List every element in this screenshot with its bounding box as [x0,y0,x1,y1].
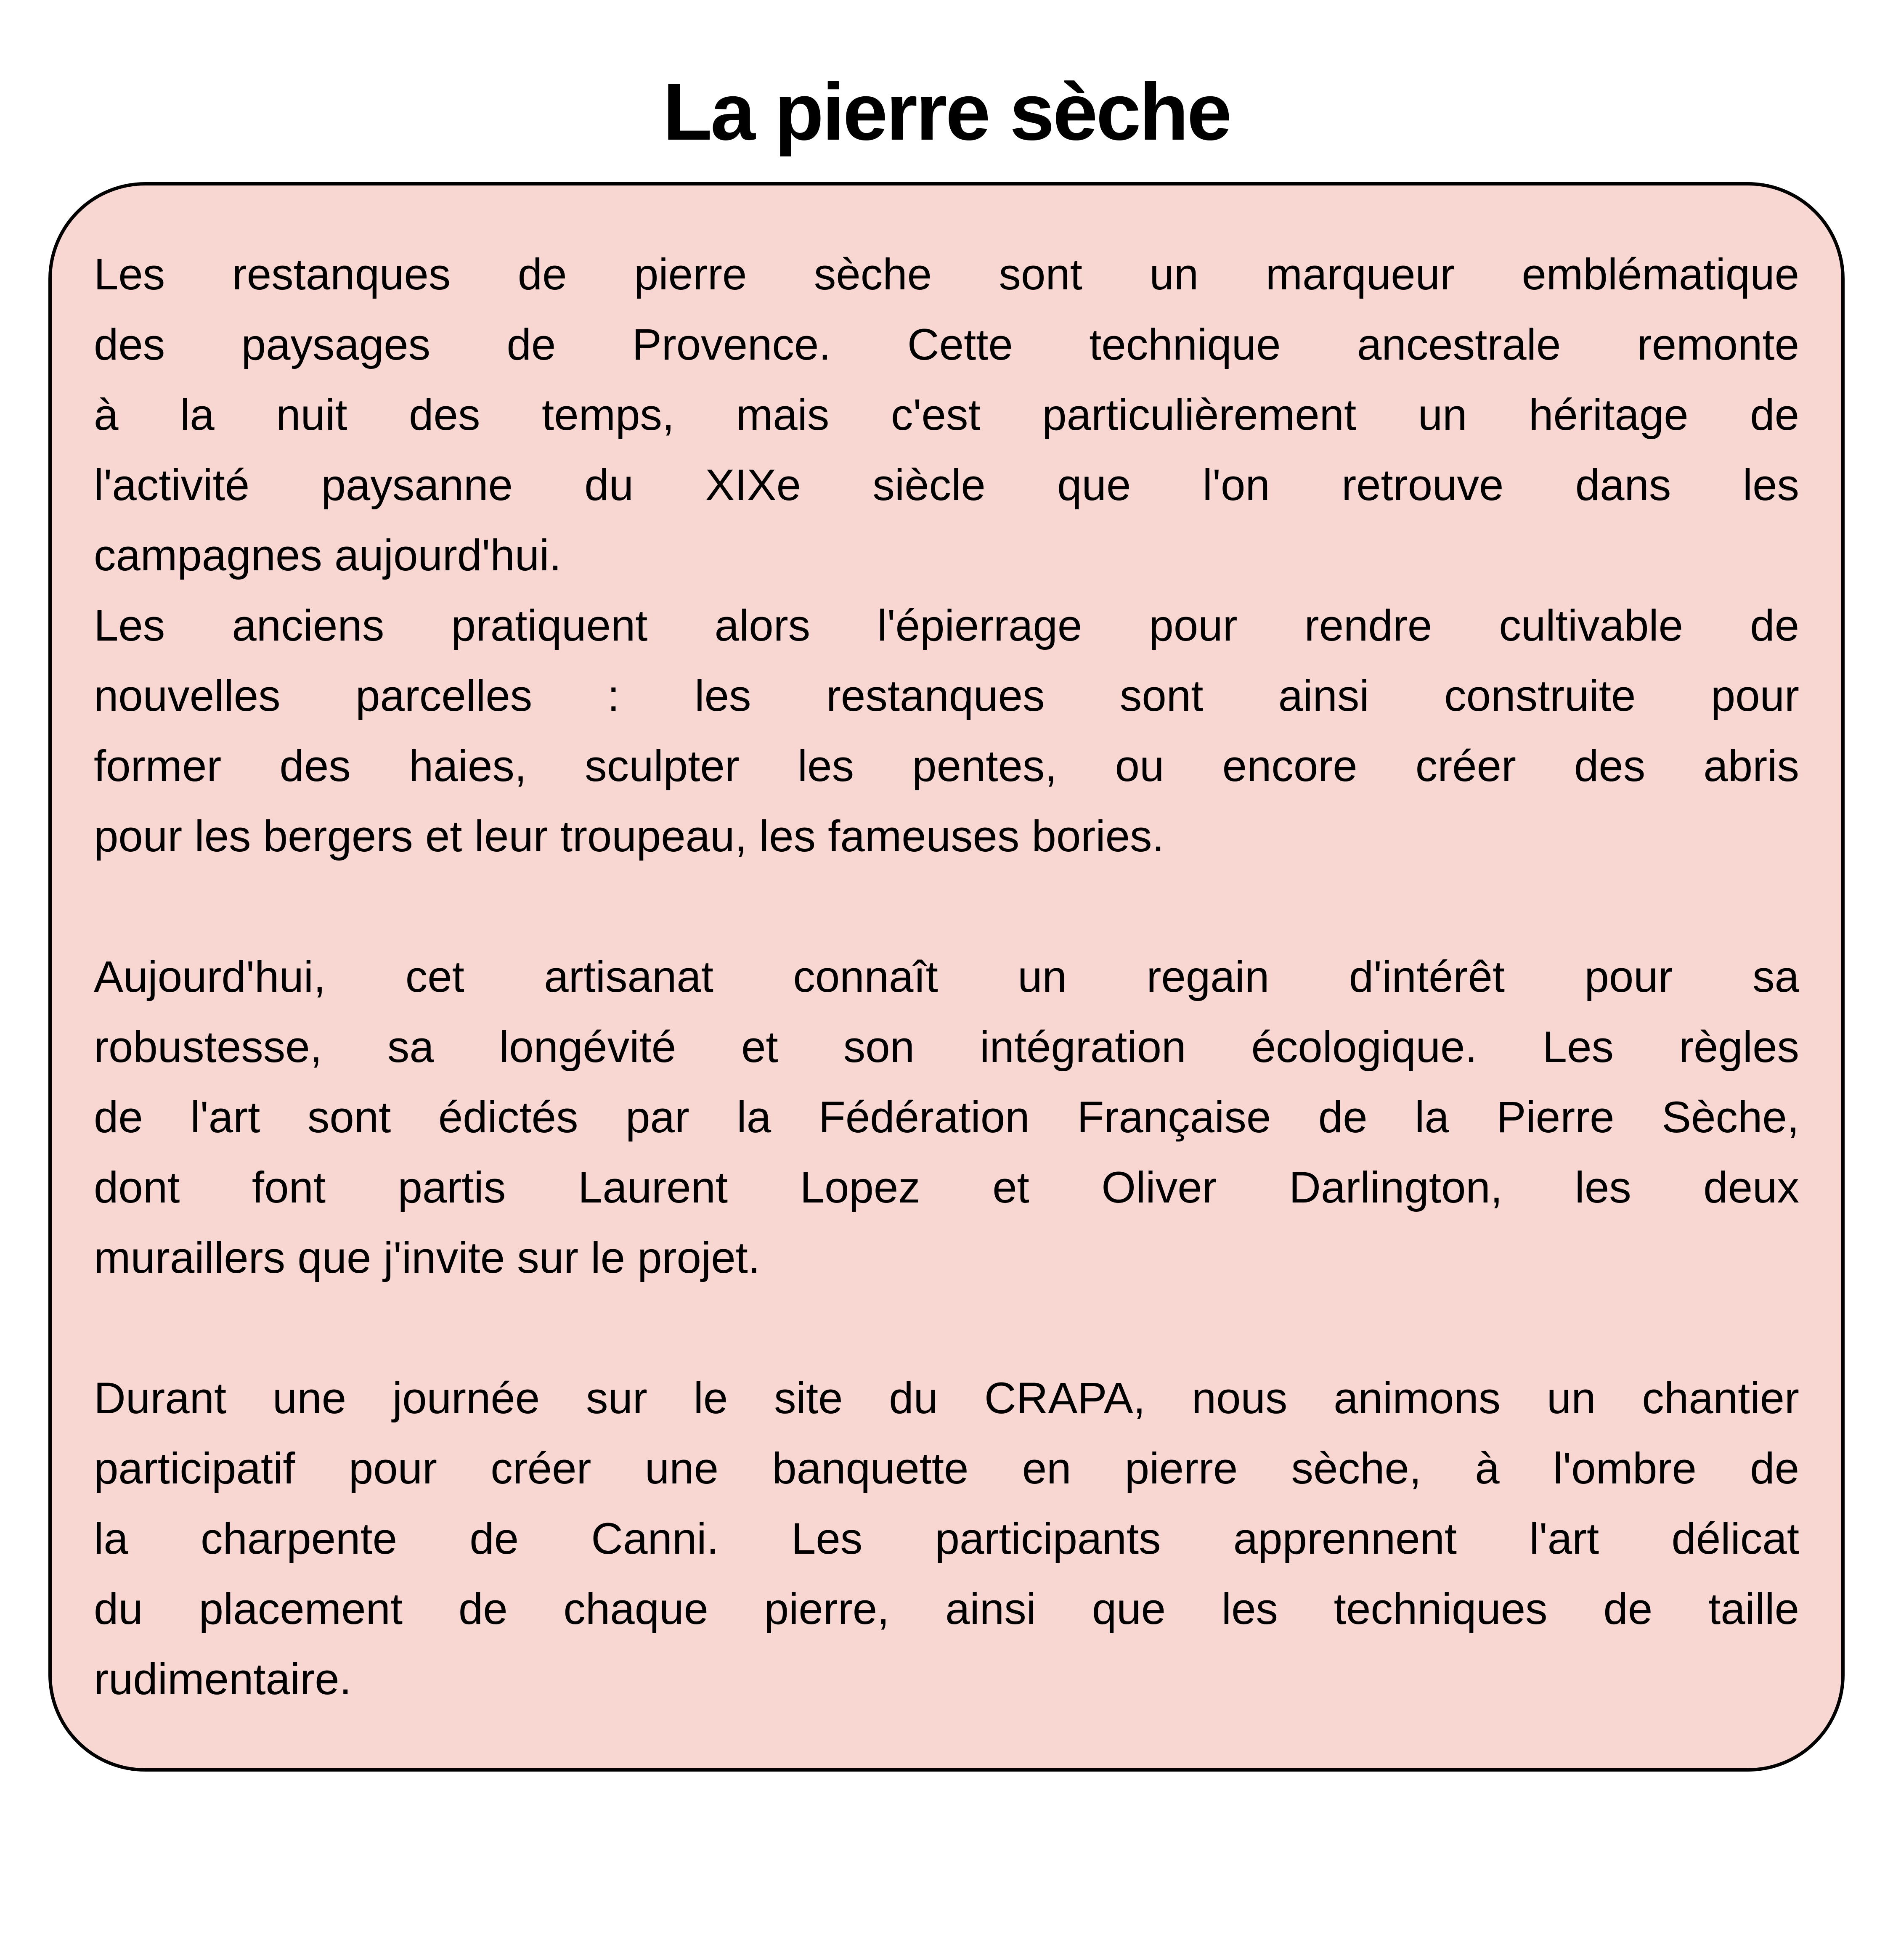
text-line: du placement de chaque pierre, ainsi que les techniques de taille [94,1584,1799,1634]
text-line: pour les bergers et leur troupeau, les fameuses bories. [94,812,1164,861]
text-line: muraillers que j'invite sur le projet. [94,1233,761,1283]
text-line: nouvelles parcelles : les restanques sont ainsi construite pour [94,671,1799,721]
text-line: l'activité paysanne du XIXe siècle que l'on retrouve dans les [94,461,1799,510]
text-line: rudimentaire. [94,1655,352,1704]
text-line: des paysages de Provence. Cette technique ancestrale remonte [94,320,1799,370]
text-line: à la nuit des temps, mais c'est particulièrement un héritage de [94,390,1799,440]
text-line: campagnes aujourd'hui. [94,531,562,580]
content-box [48,182,1845,1772]
text-line: participatif pour créer une banquette en pierre sèche, à l'ombre de [94,1444,1799,1494]
text-line: Aujourd'hui, cet artisanat connaît un regain d'intérêt pour sa [94,952,1799,1002]
paragraph-1a [94,239,1799,591]
page [0,67,1893,1772]
text-line: former des haies, sculpter les pentes, ou encore créer des abris [94,742,1799,791]
text-line: Les restanques de pierre sèche sont un marqueur emblématique [94,250,1799,299]
paragraph-2 [94,942,1799,1293]
paragraph-1b [94,591,1799,871]
text-line: Les anciens pratiquent alors l'épierrage pour rendre cultivable de [94,601,1799,651]
paragraph-3 [94,1363,1799,1714]
text-line: de l'art sont édictés par la Fédération Française de la Pierre Sèche, [94,1093,1799,1142]
text-line: dont font partis Laurent Lopez et Oliver Darlington, les deux [94,1163,1799,1213]
text-line: robustesse, sa longévité et son intégration écologique. Les règles [94,1022,1799,1072]
text-line: la charpente de Canni. Les participants apprennent l'art délicat [94,1514,1799,1564]
text-line: Durant une journée sur le site du CRAPA, nous animons un chantier [94,1374,1799,1423]
page-title: La pierre sèche [663,66,1230,157]
